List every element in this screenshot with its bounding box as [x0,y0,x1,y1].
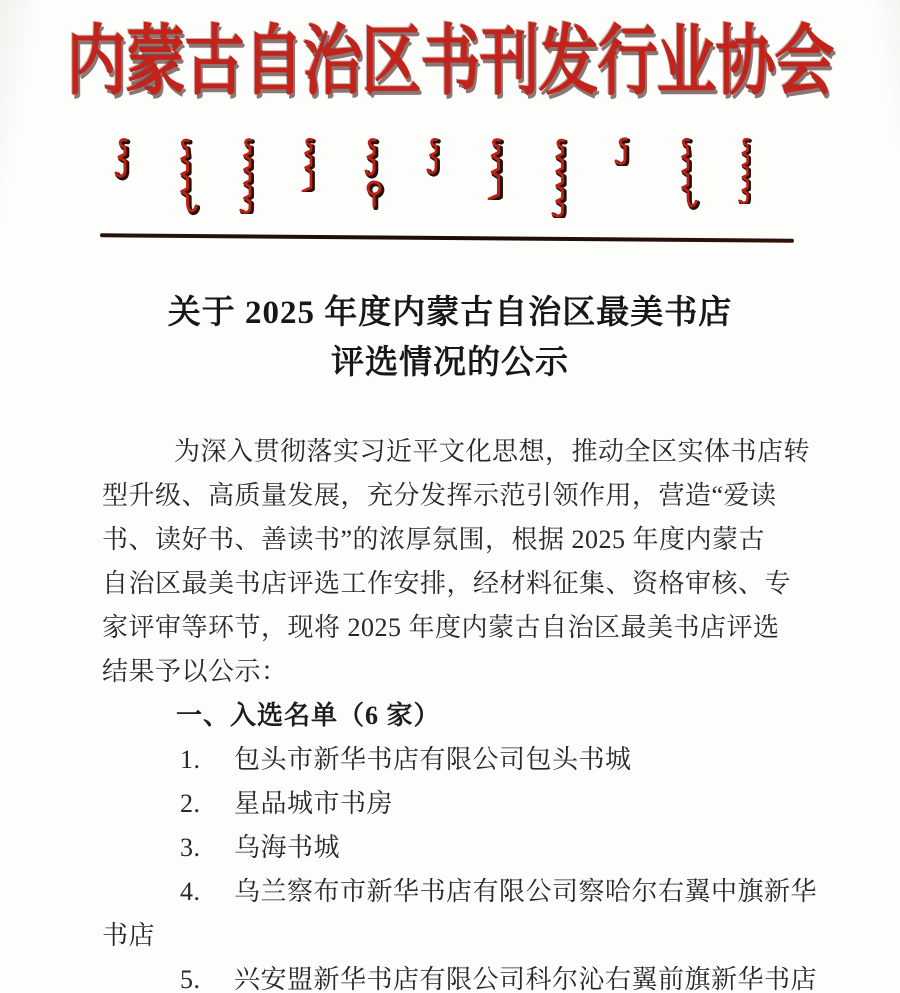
list-item-text: 星品城市书房 [234,788,394,818]
list-item-text: 包头市新华书店有限公司包头书城 [234,744,632,774]
list-item-text: 兴安盟新华书店有限公司科尔沁右翼前旗新华书店 [234,964,818,993]
list-item-text: 乌兰察布市新华书店有限公司察哈尔右翼中旗新华 [234,876,818,906]
section-heading: 一、入选名单（6 家） [176,700,441,730]
paragraph-line: 家评审等环节，现将 2025 年度内蒙古自治区最美书店评选 [102,612,780,642]
mongolian-script-glyph-icon [361,136,387,210]
paragraph-line: 型升级、高质量发展，充分发挥示范引领作用，营造“爱读 [102,480,777,510]
list-item [102,826,810,870]
org-name-title: 内蒙古自治区书刊发行业协会 [66,19,834,105]
mongolian-script-glyph-icon [238,136,262,214]
paragraph-line: 为深入贯彻落实习近平文化思想，推动全区实体书店转 [174,436,811,466]
paragraph-line: 结果予以公示： [102,656,288,686]
mongolian-script-glyph-icon [299,136,323,192]
mongolian-script-glyph-icon [612,136,638,166]
paragraph-line: 自治区最美书店评选工作安排，经材料征集、资格审核、专 [102,568,792,598]
list-item-number: 4. [180,876,201,906]
document-title-line1: 关于 2025 年度内蒙古自治区最美书店 [167,294,733,331]
list-item [102,958,818,993]
list-item-number: 1. [180,744,201,774]
letterhead-divider-rule [100,233,794,242]
document-title [0,288,900,388]
mongolian-script-row [112,136,758,220]
list-item-text: 乌海书城 [234,832,341,862]
letterhead [0,0,900,240]
list-item [102,782,810,826]
list-item-number: 2. [180,788,201,818]
paragraph-line: 书、读好书、善读书”的浓厚氛围，根据 2025 年度内蒙古 [102,524,766,554]
list-item [102,870,818,914]
document-body [0,430,900,993]
mongolian-script-glyph-icon [550,136,575,218]
document-title-line2: 评选情况的公示 [331,344,569,381]
mongolian-script-glyph-icon [676,136,700,212]
list-item-wrap-line: 书店 [102,920,156,950]
mongolian-script-glyph-icon [112,136,138,182]
mongolian-script-glyph-icon [424,136,448,178]
mongolian-script-glyph-icon [175,136,200,218]
mongolian-script-glyph-icon [485,136,512,200]
list-item [102,738,810,782]
list-item-number: 5. [180,964,201,993]
list-item-number: 3. [180,832,201,862]
mongolian-script-glyph-icon [737,136,758,204]
